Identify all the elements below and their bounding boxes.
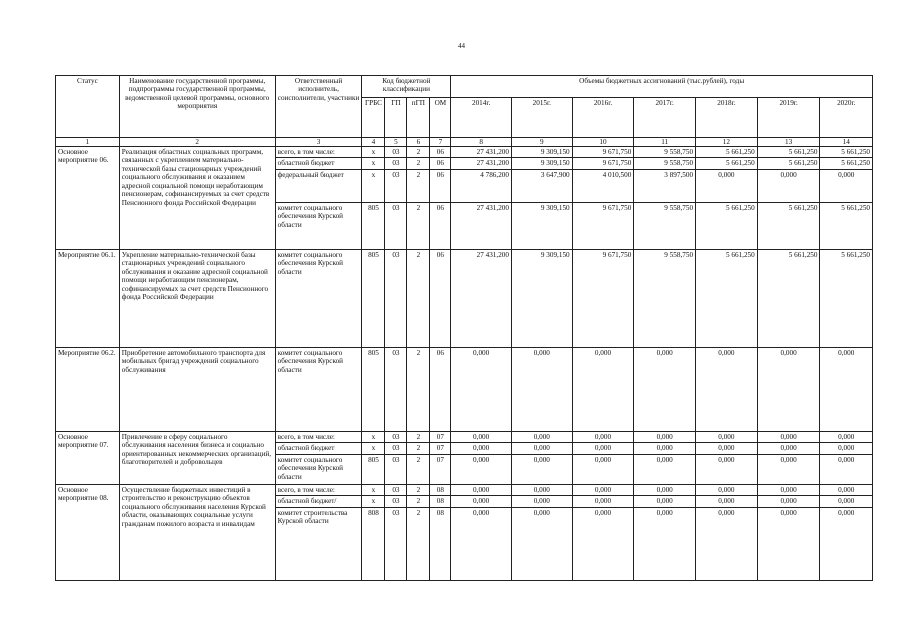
code-om: 06 (430, 147, 451, 158)
header-year-5: 2018г. (696, 98, 758, 138)
amount-2020: 0,000 (820, 454, 873, 484)
row-name: Укрепление материально-технической базы стационарных учреждений социального обслуживания и оказание адресной социальной помощи неработающим пенсионерам, софинансируемых за счет средств Пенсионного фонда Российской Федерации (119, 249, 275, 347)
amount-2018: 5 661,250 (696, 202, 758, 249)
amount-2017: 0,000 (634, 507, 696, 580)
header-year-1: 2014г. (451, 98, 512, 138)
code-pgp: 2 (407, 484, 430, 495)
code-om: 08 (430, 484, 451, 495)
row-responsible: федеральный бюджет (275, 169, 362, 202)
amount-2018: 0,000 (696, 431, 758, 442)
amount-2016: 0,000 (572, 484, 634, 495)
code-grbs: х (362, 158, 385, 169)
amount-2015: 9 309,150 (511, 147, 572, 158)
table-row (56, 347, 873, 431)
amount-2017: 9 558,750 (634, 147, 696, 158)
amount-2015: 9 309,150 (511, 249, 572, 347)
amount-2019: 0,000 (757, 454, 820, 484)
header-code-2: ГП (385, 98, 407, 138)
header-responsible: Ответственный исполнитель, соисполнители, участники (275, 76, 362, 138)
amount-2020: 0,000 (820, 347, 873, 431)
code-gp: 03 (385, 431, 407, 442)
row-name: Реализация областных социальных программ, связанных с укреплением материально-технической базы стационарных учреждений социального обслуживания и оказанием адресной социальной помощи неработающим пенсионерам, софинансируемых за счет средств Пенсионного фонда Российской Федерации (119, 147, 275, 250)
header-code-3: пГП (407, 98, 430, 138)
amount-2015: 0,000 (511, 484, 572, 495)
code-gp: 03 (385, 347, 407, 431)
column-number: 8 (451, 138, 512, 147)
amount-2020: 0,000 (820, 496, 873, 507)
amount-2015: 0,000 (511, 347, 572, 431)
code-gp: 03 (385, 496, 407, 507)
row-responsible: всего, в том числе: (275, 431, 362, 442)
code-gp: 03 (385, 158, 407, 169)
header-code-4: ОМ (430, 98, 451, 138)
row-responsible: всего, в том числе: (275, 147, 362, 158)
amount-2020: 5 661,250 (820, 202, 873, 249)
code-om: 08 (430, 507, 451, 580)
column-number: 6 (407, 138, 430, 147)
amount-2016: 9 671,750 (572, 147, 634, 158)
amount-2020: 5 661,250 (820, 147, 873, 158)
row-responsible: областной бюджет (275, 158, 362, 169)
amount-2014: 4 786,200 (451, 169, 512, 202)
amount-2018: 0,000 (696, 169, 758, 202)
row-status: Основное мероприятие 08. (56, 484, 120, 580)
column-number: 13 (757, 138, 820, 147)
code-pgp: 2 (407, 249, 430, 347)
amount-2015: 0,000 (511, 496, 572, 507)
amount-2019: 0,000 (757, 496, 820, 507)
code-grbs: х (362, 443, 385, 454)
amount-2014: 27 431,200 (451, 158, 512, 169)
column-number: 9 (511, 138, 572, 147)
header-name: Наименование государственной программы, подпрограммы государственной программы, ведомственной целевой программы, основного мероприятия (119, 76, 275, 138)
amount-2014: 27 431,200 (451, 147, 512, 158)
amount-2019: 5 661,250 (757, 202, 820, 249)
amount-2019: 0,000 (757, 431, 820, 442)
row-status: Основное мероприятие 07. (56, 431, 120, 484)
header-year-4: 2017г. (634, 98, 696, 138)
code-grbs: х (362, 431, 385, 442)
amount-2016: 0,000 (572, 443, 634, 454)
amount-2019: 0,000 (757, 347, 820, 431)
amount-2016: 4 010,500 (572, 169, 634, 202)
row-responsible: областной бюджет (275, 443, 362, 454)
amount-2016: 0,000 (572, 431, 634, 442)
code-grbs: 805 (362, 454, 385, 484)
amount-2017: 0,000 (634, 443, 696, 454)
amount-2017: 0,000 (634, 347, 696, 431)
amount-2017: 9 558,750 (634, 202, 696, 249)
code-pgp: 2 (407, 454, 430, 484)
column-number: 11 (634, 138, 696, 147)
code-om: 07 (430, 454, 451, 484)
code-gp: 03 (385, 202, 407, 249)
column-number: 7 (430, 138, 451, 147)
row-responsible: областной бюджет/ (275, 496, 362, 507)
amount-2017: 9 558,750 (634, 158, 696, 169)
amount-2020: 0,000 (820, 484, 873, 495)
code-grbs: 805 (362, 249, 385, 347)
amount-2018: 5 661,250 (696, 249, 758, 347)
code-om: 06 (430, 202, 451, 249)
amount-2018: 0,000 (696, 484, 758, 495)
code-pgp: 2 (407, 496, 430, 507)
amount-2019: 0,000 (757, 484, 820, 495)
amount-2014: 0,000 (451, 454, 512, 484)
amount-2016: 0,000 (572, 347, 634, 431)
budget-allocation-table (55, 75, 873, 581)
table-row (56, 249, 873, 347)
column-number: 1 (56, 138, 120, 147)
code-pgp: 2 (407, 147, 430, 158)
amount-2017: 3 897,500 (634, 169, 696, 202)
row-status: Мероприятие 06.1. (56, 249, 120, 347)
header-year-3: 2016г. (572, 98, 634, 138)
code-pgp: 2 (407, 443, 430, 454)
code-grbs: х (362, 484, 385, 495)
amount-2018: 0,000 (696, 496, 758, 507)
amount-2017: 0,000 (634, 431, 696, 442)
row-responsible: комитет социального обеспечения Курской области (275, 249, 362, 347)
amount-2015: 0,000 (511, 454, 572, 484)
code-grbs: 805 (362, 347, 385, 431)
amount-2016: 0,000 (572, 496, 634, 507)
code-grbs: х (362, 169, 385, 202)
header-year-7: 2020г. (820, 98, 873, 138)
amount-2020: 0,000 (820, 507, 873, 580)
amount-2014: 0,000 (451, 484, 512, 495)
code-pgp: 2 (407, 431, 430, 442)
row-name: Приобретение автомобильного транспорта для мобильных бригад учреждений социального обслуживания (119, 347, 275, 431)
amount-2019: 0,000 (757, 443, 820, 454)
code-pgp: 2 (407, 202, 430, 249)
code-gp: 03 (385, 147, 407, 158)
amount-2014: 27 431,200 (451, 249, 512, 347)
header-code-1: ГРБС (362, 98, 385, 138)
page-number: 44 (458, 42, 465, 50)
row-responsible: комитет социального обеспечения Курской области (275, 347, 362, 431)
amount-2016: 9 671,750 (572, 249, 634, 347)
amount-2014: 27 431,200 (451, 202, 512, 249)
amount-2019: 0,000 (757, 169, 820, 202)
code-grbs: х (362, 147, 385, 158)
column-number: 2 (119, 138, 275, 147)
amount-2014: 0,000 (451, 496, 512, 507)
amount-2017: 9 558,750 (634, 249, 696, 347)
column-number: 12 (696, 138, 758, 147)
header-year-2: 2015г. (511, 98, 572, 138)
header-status: Статус (56, 76, 120, 138)
table-row (56, 484, 873, 495)
column-number: 14 (820, 138, 873, 147)
code-om: 06 (430, 249, 451, 347)
code-gp: 03 (385, 443, 407, 454)
amount-2015: 0,000 (511, 431, 572, 442)
amount-2018: 0,000 (696, 347, 758, 431)
amount-2018: 0,000 (696, 454, 758, 484)
amount-2018: 5 661,250 (696, 147, 758, 158)
column-number: 5 (385, 138, 407, 147)
amount-2016: 0,000 (572, 507, 634, 580)
code-om: 08 (430, 496, 451, 507)
amount-2020: 5 661,250 (820, 158, 873, 169)
code-om: 06 (430, 169, 451, 202)
header-amount-group: Объемы бюджетных ассигнований (тыс.рублей), годы (451, 76, 873, 98)
amount-2016: 0,000 (572, 454, 634, 484)
code-grbs: 808 (362, 507, 385, 580)
code-pgp: 2 (407, 169, 430, 202)
row-responsible: комитет социального обеспечения Курской области (275, 454, 362, 484)
amount-2019: 5 661,250 (757, 158, 820, 169)
column-number: 4 (362, 138, 385, 147)
row-name: Осуществление бюджетных инвестиций в строительство и реконструкцию объектов социального обслуживания населения Курской области, оказывающих социальные услуги гражданам пожилого возраста и инвалидам (119, 484, 275, 580)
code-om: 06 (430, 158, 451, 169)
amount-2020: 0,000 (820, 443, 873, 454)
column-number: 10 (572, 138, 634, 147)
code-grbs: 805 (362, 202, 385, 249)
table-row (56, 431, 873, 442)
amount-2017: 0,000 (634, 454, 696, 484)
row-status: Мероприятие 06.2. (56, 347, 120, 431)
row-name: Привлечение в сферу социального обслуживания населения бизнеса и социально ориентированных некоммерческих организаций, благотворителей и добровольцев (119, 431, 275, 484)
row-responsible: комитет социального обеспечения Курской области (275, 202, 362, 249)
amount-2016: 9 671,750 (572, 158, 634, 169)
code-gp: 03 (385, 454, 407, 484)
code-gp: 03 (385, 169, 407, 202)
code-gp: 03 (385, 249, 407, 347)
row-responsible: комитет строительства Курской области (275, 507, 362, 580)
amount-2018: 5 661,250 (696, 158, 758, 169)
amount-2015: 3 647,900 (511, 169, 572, 202)
table-row (56, 147, 873, 158)
amount-2018: 0,000 (696, 443, 758, 454)
amount-2014: 0,000 (451, 507, 512, 580)
code-grbs: х (362, 496, 385, 507)
row-responsible: всего, в том числе: (275, 484, 362, 495)
amount-2019: 0,000 (757, 507, 820, 580)
amount-2017: 0,000 (634, 496, 696, 507)
amount-2019: 5 661,250 (757, 249, 820, 347)
amount-2014: 0,000 (451, 347, 512, 431)
code-om: 07 (430, 443, 451, 454)
row-status: Основное мероприятие 06. (56, 147, 120, 250)
amount-2018: 0,000 (696, 507, 758, 580)
code-gp: 03 (385, 484, 407, 495)
code-om: 07 (430, 431, 451, 442)
amount-2015: 0,000 (511, 507, 572, 580)
amount-2020: 0,000 (820, 431, 873, 442)
header-year-6: 2019г. (757, 98, 820, 138)
code-om: 06 (430, 347, 451, 431)
amount-2015: 9 309,150 (511, 158, 572, 169)
amount-2015: 9 309,150 (511, 202, 572, 249)
amount-2014: 0,000 (451, 443, 512, 454)
code-pgp: 2 (407, 507, 430, 580)
code-pgp: 2 (407, 158, 430, 169)
header-code-group: Код бюджетной классификации (362, 76, 451, 98)
code-pgp: 2 (407, 347, 430, 431)
amount-2017: 0,000 (634, 484, 696, 495)
amount-2020: 0,000 (820, 169, 873, 202)
amount-2020: 5 661,250 (820, 249, 873, 347)
code-gp: 03 (385, 507, 407, 580)
amount-2014: 0,000 (451, 431, 512, 442)
amount-2016: 9 671,750 (572, 202, 634, 249)
amount-2015: 0,000 (511, 443, 572, 454)
column-number: 3 (275, 138, 362, 147)
amount-2019: 5 661,250 (757, 147, 820, 158)
